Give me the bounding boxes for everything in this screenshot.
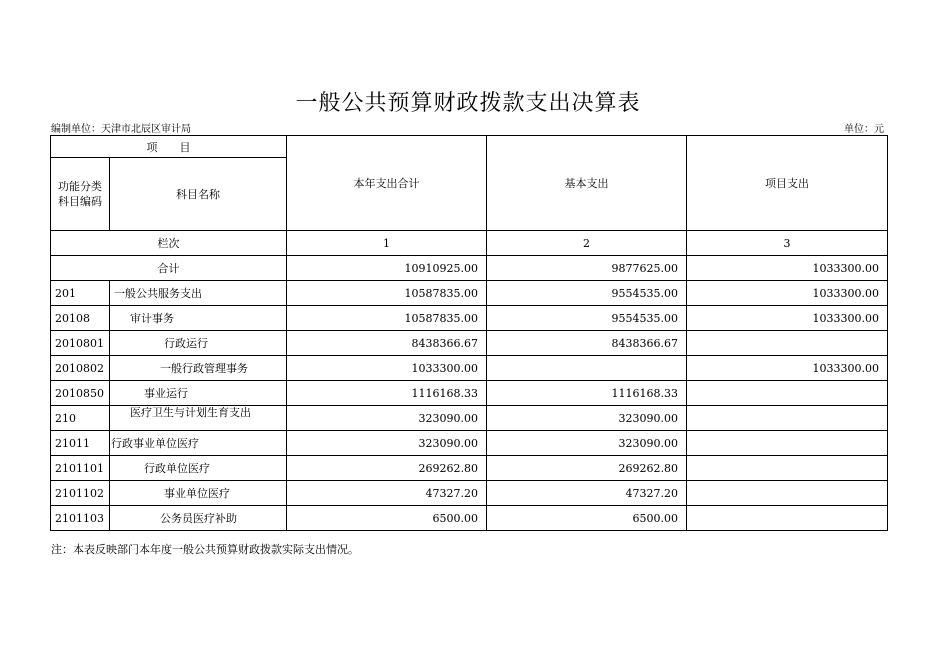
- project-cell: 1033300.00: [687, 306, 888, 331]
- basic-cell: 1116168.33: [487, 381, 687, 406]
- total-row: [51, 256, 888, 281]
- basic-cell: 323090.00: [487, 431, 687, 456]
- code-cell: 201: [51, 281, 110, 306]
- total-cell: 10587835.00: [287, 281, 487, 306]
- table-row: [51, 456, 888, 481]
- total-cell: 323090.00: [287, 431, 487, 456]
- code-cell: 2010801: [51, 331, 110, 356]
- column-row-label: 栏次: [51, 231, 287, 256]
- name-cell: 行政运行: [110, 331, 287, 356]
- total-cell: 6500.00: [287, 506, 487, 531]
- table-row: [51, 431, 888, 456]
- header-total: 本年支出合计: [287, 136, 487, 231]
- project-cell: [687, 506, 888, 531]
- basic-cell: 8438366.67: [487, 331, 687, 356]
- code-cell: 210: [51, 406, 110, 431]
- basic-cell: 323090.00: [487, 406, 687, 431]
- total-cell: 8438366.67: [287, 331, 487, 356]
- basic-cell: 269262.80: [487, 456, 687, 481]
- code-cell: 2101103: [51, 506, 110, 531]
- project-cell: [687, 381, 888, 406]
- footnote: 注：本表反映部门本年度一般公共预算财政拨款实际支出情况。: [51, 543, 359, 556]
- table-row: [51, 281, 888, 306]
- total-cell: 10910925.00: [287, 256, 487, 281]
- total-label: 合计: [51, 256, 287, 281]
- total-cell: 1033300.00: [287, 356, 487, 381]
- project-cell: [687, 456, 888, 481]
- code-cell: 2101102: [51, 481, 110, 506]
- project-cell: [687, 331, 888, 356]
- column-number-2: 2: [487, 231, 687, 256]
- expenditure-table: [50, 135, 888, 531]
- code-cell: 20108: [51, 306, 110, 331]
- name-cell: 行政事业单位医疗: [110, 431, 287, 456]
- header-code: 功能分类科目编码: [51, 158, 110, 231]
- name-cell: [110, 406, 287, 431]
- header-item: 项 目: [51, 136, 287, 158]
- project-cell: [687, 406, 888, 431]
- project-cell: [687, 431, 888, 456]
- basic-cell: [487, 356, 687, 381]
- column-number-3: 3: [687, 231, 888, 256]
- total-cell: 323090.00: [287, 406, 487, 431]
- basic-cell: 9554535.00: [487, 306, 687, 331]
- header-name: 科目名称: [110, 158, 287, 231]
- name-cell: 审计事务: [110, 306, 287, 331]
- total-cell: 47327.20: [287, 481, 487, 506]
- table-row: [51, 381, 888, 406]
- total-cell: 1116168.33: [287, 381, 487, 406]
- table-row: [51, 506, 888, 531]
- name-cell: 事业运行: [110, 381, 287, 406]
- project-cell: 1033300.00: [687, 281, 888, 306]
- total-cell: 269262.80: [287, 456, 487, 481]
- basic-cell: 6500.00: [487, 506, 687, 531]
- header-basic: 基本支出: [487, 136, 687, 231]
- header-project: 项目支出: [687, 136, 888, 231]
- total-cell: 10587835.00: [287, 306, 487, 331]
- basic-cell: 47327.20: [487, 481, 687, 506]
- table-row: [51, 356, 888, 381]
- name-cell: 公务员医疗补助: [110, 506, 287, 531]
- table-row: [51, 481, 888, 506]
- table-row: [51, 406, 888, 431]
- project-cell: 1033300.00: [687, 256, 888, 281]
- table-row: [51, 331, 888, 356]
- project-cell: 1033300.00: [687, 356, 888, 381]
- table-row: [51, 306, 888, 331]
- org-label: 编制单位：天津市北辰区审计局: [51, 124, 191, 135]
- name-cell: 一般行政管理事务: [110, 356, 287, 381]
- page-title: 一般公共预算财政拨款支出决算表: [295, 91, 641, 116]
- column-number-1: 1: [287, 231, 487, 256]
- name-cell: 事业单位医疗: [110, 481, 287, 506]
- unit-label: 单位：元: [844, 124, 884, 135]
- basic-cell: 9877625.00: [487, 256, 687, 281]
- name-cell: 行政单位医疗: [110, 456, 287, 481]
- code-cell: 2101101: [51, 456, 110, 481]
- basic-cell: 9554535.00: [487, 281, 687, 306]
- name-cell: 一般公共服务支出: [110, 281, 287, 306]
- code-cell: 2010850: [51, 381, 110, 406]
- name-cell-text: 医疗卫生与计划生育支出: [130, 406, 251, 419]
- project-cell: [687, 481, 888, 506]
- code-cell: 2010802: [51, 356, 110, 381]
- code-cell: 21011: [51, 431, 110, 456]
